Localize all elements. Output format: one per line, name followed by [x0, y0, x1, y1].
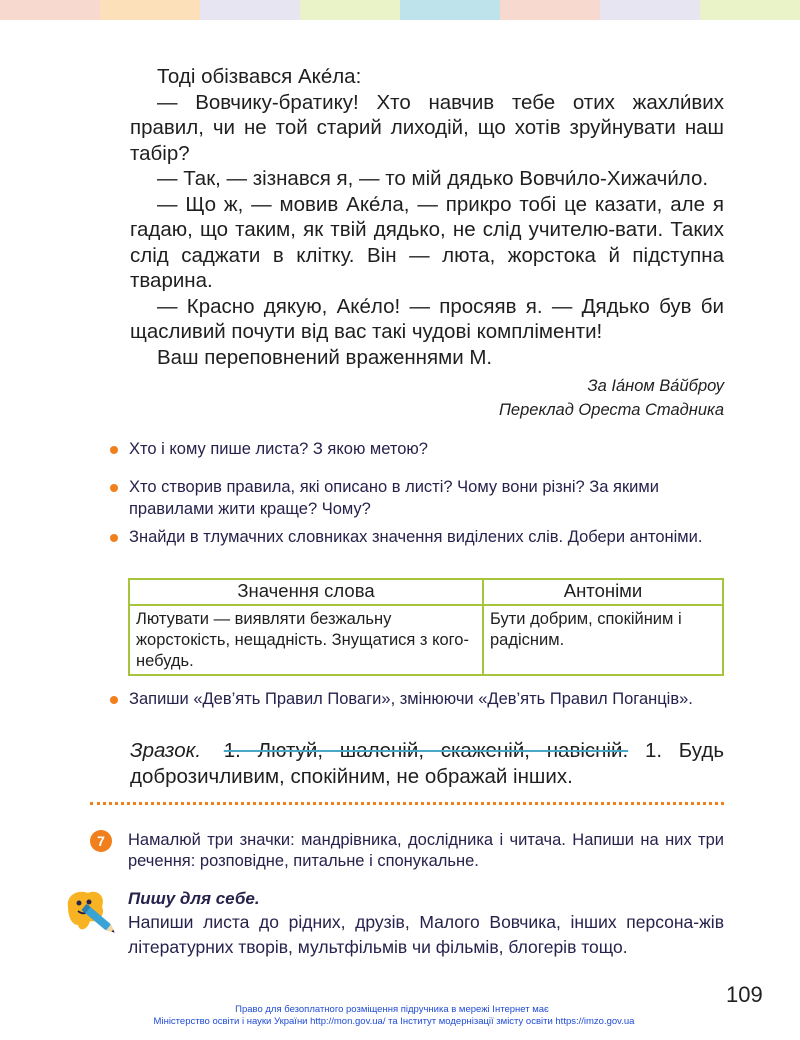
write-text: Напиши листа до рідних, друзів, Малого Вовчика, інших персона-жів літературних творів, мультфільмів чи фільмів, блогерів тощо.: [128, 912, 724, 957]
question-item: [110, 526, 724, 548]
top-color-bar: [0, 0, 800, 20]
orange-dot-icon: [110, 534, 118, 542]
table-cell-antonyms: Бути добрим, спокійним і радісним.: [483, 605, 723, 675]
story-paragraph: — Що ж, — мовив Аке́ла, — прикро тобі це казати, але я гадаю, що таким, як твій дядько, не слід учителю-вати. Таких слід саджати в клітку. Він — люта, жорстока й підступна тварина.: [130, 192, 724, 292]
orange-dot-icon: [110, 696, 118, 704]
story-paragraph: — Красно дякую, Аке́ло! — просяяв я. — Дядько був би щасливий почути від вас такі чудові компліменти!: [130, 294, 724, 343]
top-bar-segment: [700, 0, 800, 20]
story-paragraph: — Вовчику-братику! Хто навчив тебе отих жахли́вих правил, чи не той старий лиходій, що хотів зруйнувати наш табір?: [130, 90, 724, 165]
task-7-text: Намалюй три значки: мандрівника, дослідника і читача. Напиши на них три речення: розповідне, питальне і спонукальне.: [128, 831, 724, 870]
task-7: [90, 830, 724, 872]
dotted-divider: [90, 802, 724, 805]
write-for-self: [128, 888, 724, 960]
story-paragraph: Тоді обізвався Аке́ла:: [157, 65, 362, 88]
story-text: [130, 64, 724, 422]
questions-list: [110, 438, 724, 548]
table-header-antonyms: Антоніми: [483, 579, 723, 605]
table-cell-meaning: Лютувати — виявляти безжальну жорстокість, нещадність. Знущатися з кого-небудь.: [129, 605, 483, 675]
table-header-meaning: Значення слова: [129, 579, 483, 605]
translator-attribution: Переклад Ореста Стадника: [498, 401, 724, 419]
struck-rule: 1. Лютуй, шаленій, скаженій, навісній.: [223, 739, 629, 762]
top-bar-segment: [400, 0, 500, 20]
top-bar-segment: [200, 0, 300, 20]
orange-dot-icon: [110, 446, 118, 454]
footer-line: Міністерство освіти і науки України http://mon.gov.ua/ та Інститут модернізації змісту освіти https://imzo.gov.ua: [153, 1016, 635, 1027]
rewrite-task-text: Запиши «Дев’ять Правил Поваги», змінюючи «Дев’ять Правил Поганців».: [129, 690, 693, 708]
sample-rule: 1. Будь доброзичливим, спокійним, не ображай інших.: [130, 739, 725, 788]
question-text: Хто створив правила, які описано в листі? Чому вони різні? За якими правилами жити краще? Чому?: [129, 478, 659, 518]
story-paragraph: Ваш переповнений враженнями М.: [157, 345, 493, 369]
pencil-mascot-icon: [62, 885, 118, 941]
rewrite-task: [110, 688, 724, 710]
top-bar-segment: [0, 0, 100, 20]
sample-answer: [130, 738, 724, 790]
story-paragraph: — Так, — зізнався я, — то мій дядько Вовчи́ло-Хижачи́ло.: [157, 167, 709, 190]
meanings-table: [128, 578, 724, 676]
author-attribution: За Іа́ном Ва́йброу: [587, 377, 724, 395]
table-row: [129, 605, 723, 675]
top-bar-segment: [300, 0, 400, 20]
sample-label: Зразок.: [130, 739, 202, 762]
question-text: Хто і кому пише листа? З якою метою?: [129, 440, 428, 458]
question-item: [110, 438, 724, 460]
task-number-badge: 7: [90, 830, 112, 852]
question-item: [110, 688, 724, 710]
top-bar-segment: [600, 0, 700, 20]
question-item: [110, 476, 724, 520]
write-title: Пишу для себе.: [128, 889, 260, 908]
orange-dot-icon: [110, 484, 118, 492]
top-bar-segment: [500, 0, 600, 20]
top-bar-segment: [100, 0, 200, 20]
page-number: 109: [726, 982, 763, 1007]
question-text: Знайди в тлумачних словниках значення виділених слів. Добери антоніми.: [129, 528, 703, 546]
table-header-row: [129, 579, 723, 605]
footer-line: Право для безоплатного розміщення підручника в мережі Інтернет має: [235, 1004, 549, 1015]
